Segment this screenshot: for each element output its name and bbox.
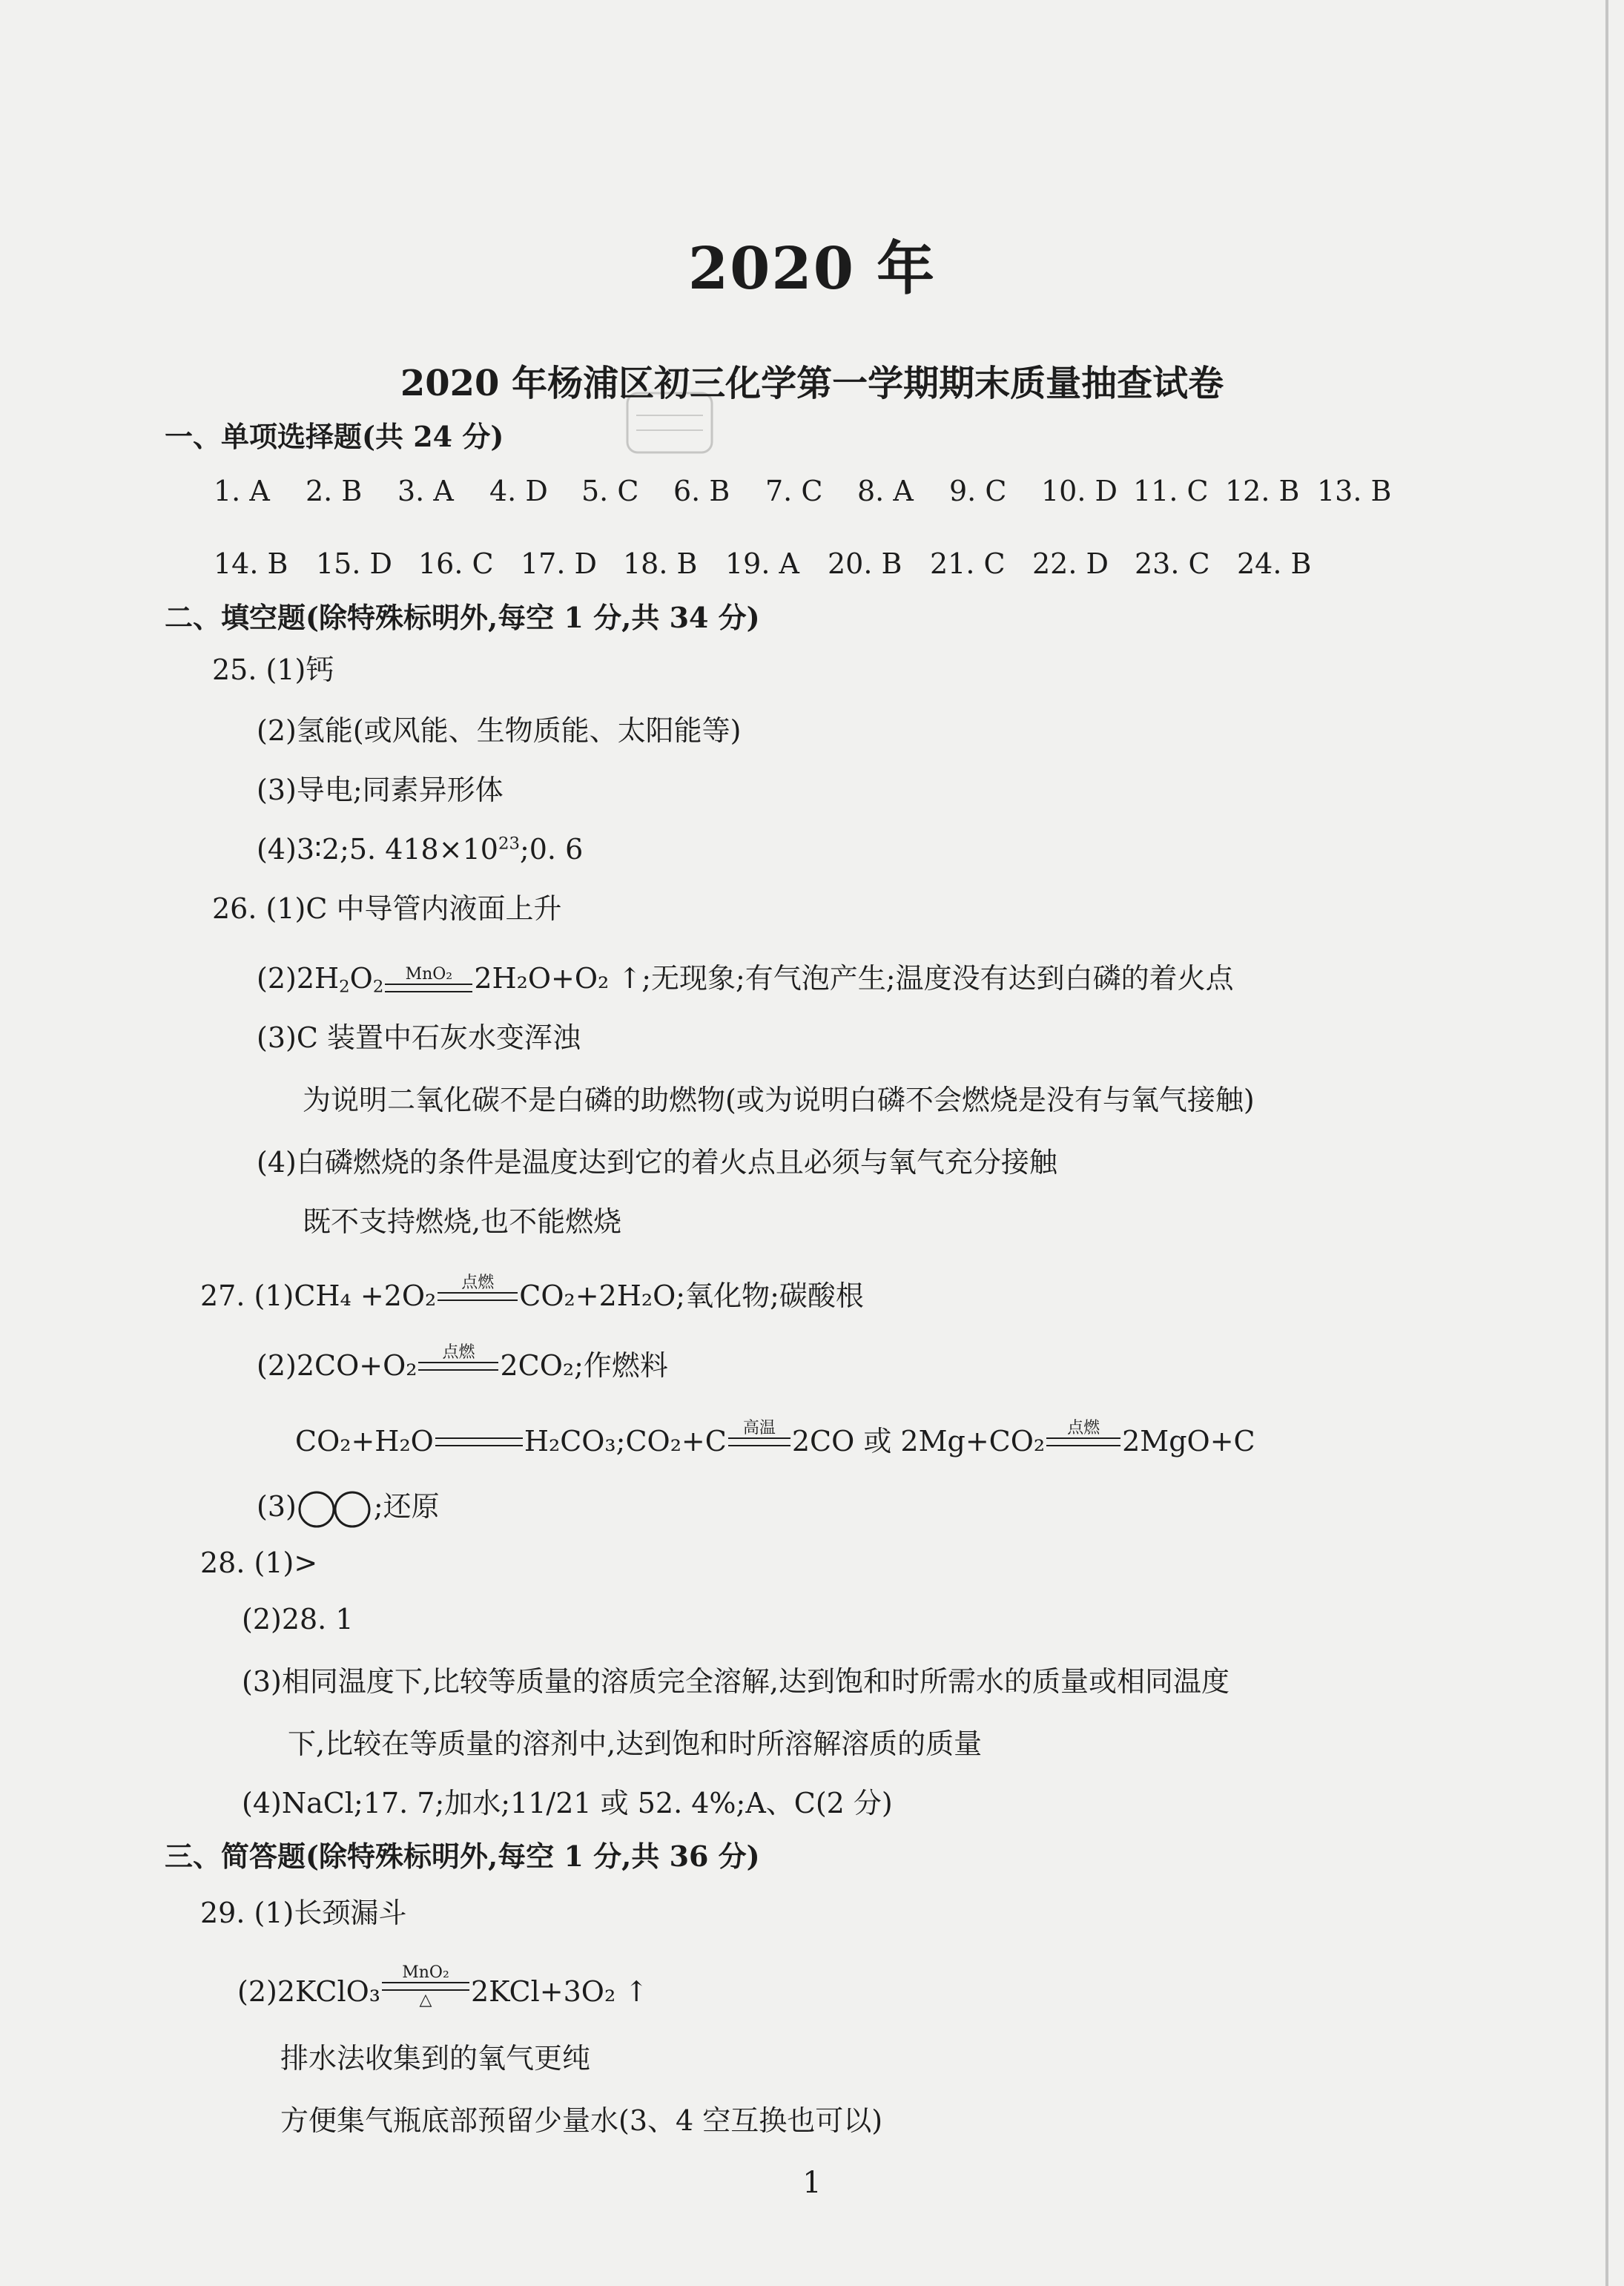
mcq-answer: 19. A — [725, 547, 799, 580]
reaction-condition: 点燃 — [442, 1343, 475, 1362]
answer-27-2b-a: CO₂+H₂O — [295, 1425, 434, 1457]
mcq-answer: 14. B — [214, 547, 288, 580]
reaction-arrow — [418, 1344, 498, 1383]
mcq-answers-row-2 — [214, 547, 1339, 580]
mcq-answer: 8. A — [857, 475, 914, 507]
answer-28-1: 28. (1)> — [200, 1546, 318, 1579]
mcq-answers-row-1 — [214, 475, 1409, 507]
molecule-model-icon — [297, 1491, 374, 1528]
mcq-answer: 11. C — [1133, 475, 1209, 507]
reaction-arrow — [1046, 1420, 1120, 1458]
answer-29-2c: 方便集气瓶底部预留少量水(3、4 空互换也可以) — [280, 2104, 883, 2137]
mcq-answer: 24. B — [1237, 547, 1312, 580]
answer-27-2-pre: (2)2CO+O₂ — [257, 1349, 417, 1382]
reaction-condition: 点燃 — [461, 1274, 495, 1292]
mcq-answer: 13. B — [1317, 475, 1392, 507]
mcq-answer: 18. B — [623, 547, 698, 580]
reaction-condition: MnO₂ — [402, 1963, 449, 1982]
mcq-answer: 12. B — [1225, 475, 1300, 507]
answer-27-1 — [200, 1274, 864, 1313]
reaction-arrow — [382, 1964, 469, 2009]
exam-title: 2020 年杨浦区初三化学第一学期期末质量抽查试卷 — [400, 363, 1224, 404]
reaction-arrow — [385, 966, 472, 1004]
answer-26-1: 26. (1)C 中导管内液面上升 — [212, 892, 562, 925]
mcq-answer: 9. C — [949, 475, 1007, 507]
mcq-answer: 4. D — [489, 475, 548, 507]
heat-symbol: △ — [419, 1991, 432, 2009]
answer-28-3b: 下,比较在等质量的溶剂中,达到饱和时所溶解溶质的质量 — [288, 1727, 983, 1760]
answer-25-4-a: (4)3∶2;5. 418×10 — [257, 833, 498, 866]
answer-26-2: $(2)2H_2O_2$ MnO₂ 2H₂O+O₂ ↑;无现象;有气泡产生;温度没有达到白磷的着火点 — [257, 961, 1234, 1004]
answer-27-2b-c: 2CO 或 2Mg+CO₂ — [791, 1425, 1046, 1457]
answer-27-2b — [295, 1420, 1255, 1458]
mcq-answer: 21. C — [930, 547, 1006, 580]
answer-26-3b: 为说明二氧化碳不是白磷的助燃物(或为说明白磷不会燃烧是没有与氧气接触) — [303, 1084, 1255, 1116]
reaction-condition: MnO₂ — [405, 964, 453, 984]
mcq-answer: 6. B — [673, 475, 730, 507]
mcq-answer: 1. A — [214, 475, 270, 507]
reaction-arrow — [728, 1420, 790, 1458]
answer-27-3 — [257, 1489, 440, 1528]
mcq-answer: 22. D — [1032, 547, 1109, 580]
answer-25-2: (2)氢能(或风能、生物质能、太阳能等) — [257, 714, 742, 747]
answer-25-4-exponent: 23 — [498, 834, 520, 854]
answer-29-2 — [237, 1964, 648, 2009]
year-title: 2020 年 — [687, 235, 937, 303]
answer-28-4: (4)NaCl;17. 7;加水;11/21 或 52. 4%;A、C(2 分) — [242, 1787, 893, 1819]
answer-29-1: 29. (1)长颈漏斗 — [200, 1897, 407, 1929]
page-edge-shadow — [1605, 0, 1608, 2286]
answer-26-4b: 既不支持燃烧,也不能燃烧 — [303, 1205, 622, 1238]
answer-27-2 — [257, 1344, 668, 1383]
answer-27-3-post: ;还原 — [373, 1490, 440, 1523]
mcq-answer: 5. C — [581, 475, 639, 507]
answer-26-4a: (4)白磷燃烧的条件是温度达到它的着火点且必须与氧气充分接触 — [257, 1146, 1057, 1179]
mcq-answer: 7. C — [765, 475, 823, 507]
answer-27-2b-d: 2MgO+C — [1122, 1425, 1255, 1457]
mcq-answer: 3. A — [397, 475, 454, 507]
answer-25-1: 25. (1)钙 — [212, 653, 334, 686]
mcq-answer: 20. B — [828, 547, 902, 580]
section-title-short-answer: 三、简答题(除特殊标明外,每空 1 分,共 36 分) — [165, 1839, 760, 1873]
mcq-answer: 10. D — [1041, 475, 1118, 507]
answer-29-2-post: 2KCl+3O₂ ↑ — [471, 1975, 649, 2008]
mcq-answer: 2. B — [306, 475, 363, 507]
answer-25-4-b: ;0. 6 — [519, 833, 584, 866]
mcq-answer: 16. C — [418, 547, 494, 580]
answer-27-3-pre: (3) — [257, 1490, 297, 1523]
answer-25-4 — [257, 832, 583, 866]
mcq-answer: 17. D — [521, 547, 597, 580]
mcq-answer: 23. C — [1135, 547, 1210, 580]
reaction-arrow — [435, 1437, 523, 1458]
mcq-answer: 15. D — [316, 547, 392, 580]
reaction-condition: 点燃 — [1067, 1419, 1100, 1437]
reaction-arrow — [438, 1274, 518, 1313]
answer-25-3: (3)导电;同素异形体 — [257, 774, 504, 806]
reaction-condition: 高温 — [742, 1419, 776, 1437]
answer-27-1-pre: 27. (1)CH₄ +2O₂ — [200, 1279, 437, 1312]
answer-27-2-post: 2CO₂;作燃料 — [500, 1349, 668, 1382]
section-title-mcq: 一、单项选择题(共 24 分) — [165, 420, 504, 453]
answer-26-2-pre: (2)2H — [257, 962, 340, 995]
answer-26-2-post: 2H₂O+O₂ ↑;无现象;有气泡产生;温度没有达到白磷的着火点 — [474, 962, 1234, 995]
answer-27-1-post: CO₂+2H₂O;氧化物;碳酸根 — [519, 1279, 864, 1312]
answer-29-2b: 排水法收集到的氧气更纯 — [280, 2042, 591, 2075]
page-number: 1 — [802, 2166, 822, 2200]
answer-27-2b-b: H₂CO₃;CO₂+C — [524, 1425, 727, 1457]
section-title-fill: 二、填空题(除特殊标明外,每空 1 分,共 34 分) — [165, 601, 760, 634]
answer-28-2: (2)28. 1 — [242, 1603, 354, 1636]
answer-29-2-pre: (2)2KClO₃ — [237, 1975, 380, 2008]
answer-26-3a: (3)C 装置中石灰水变浑浊 — [257, 1021, 581, 1054]
answer-28-3a: (3)相同温度下,比较等质量的溶质完全溶解,达到饱和时所需水的质量或相同温度 — [242, 1665, 1229, 1698]
